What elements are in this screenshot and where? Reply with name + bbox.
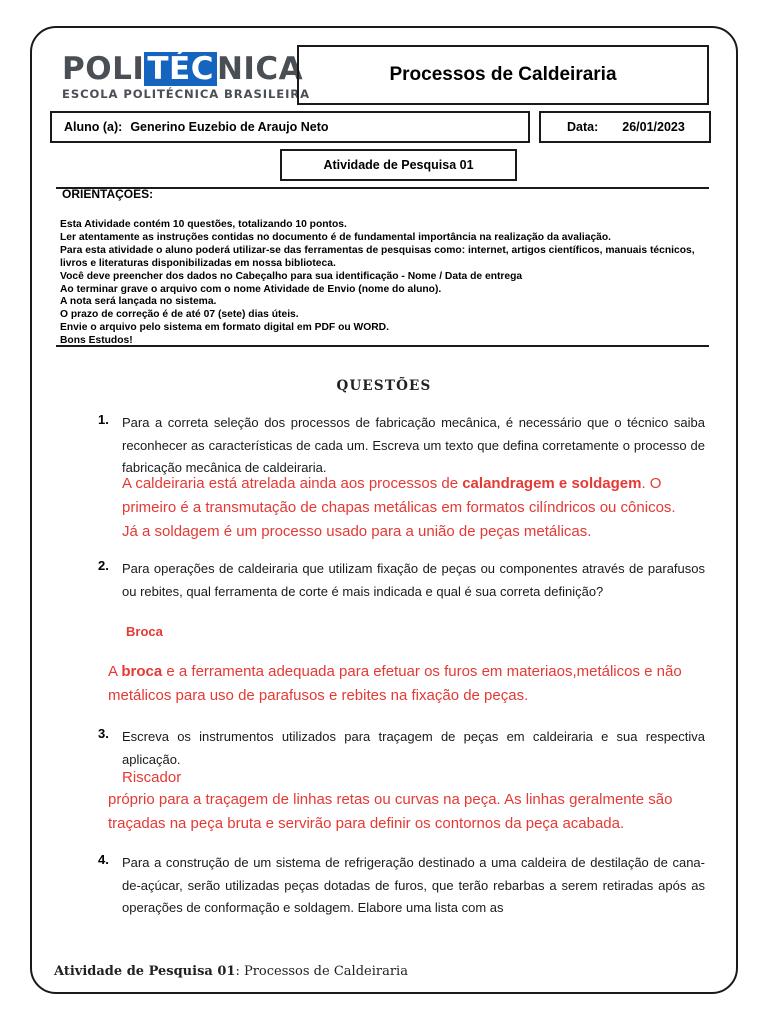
question-4 [98, 852, 705, 920]
answer-2-short: Broca [126, 624, 163, 639]
orientations-list [60, 219, 710, 348]
orientation-line: O prazo de correção é de até 07 (sete) dias úteis. [60, 309, 299, 321]
question-number: 1. [98, 412, 109, 427]
question-1 [98, 412, 705, 480]
question-text: Escreva os instrumentos utilizados para traçagem de peças em caldeiraria e sua respectiva aplicação. [122, 729, 705, 767]
document-title: Processos de Caldeiraria [297, 45, 709, 105]
orientation-line: A nota será lançada no sistema. [60, 296, 217, 308]
student-name: Generino Euzebio de Araujo Neto [130, 120, 329, 134]
date-field [539, 111, 711, 143]
question-3 [98, 726, 705, 771]
orientation-line: Você deve preencher dos dados no Cabeçalho para sua identificação - Nome / Data de entrega [60, 270, 523, 282]
divider-bottom [56, 345, 709, 347]
question-number: 4. [98, 852, 109, 867]
question-text: Para a correta seleção dos processos de fabricação mecânica, é necessário que o técnico saiba reconhecer as características de cada um. Escreva um texto que defina corretamente o processo de fabricação mecânica de caldeiraria. [122, 415, 705, 475]
answer-2: A broca e a ferramenta adequada para efetuar os furos em materiaos,metálicos e não metálicos para uso de parafusos e rebites na fixação de peças. [108, 663, 682, 704]
question-text: Para a construção de um sistema de refrigeração destinado a uma caldeira de destilação de cana-de-açúcar, serão utilizadas peças dotadas de furos, que terão rebarbas a serem retiradas após as operações de conformação e soldagem. Elabore uma lista com as [122, 855, 705, 915]
logo-wordmark: POLITÉCNICA [62, 51, 304, 87]
orientations-title: ORIENTAÇOES: [62, 187, 154, 201]
question-number: 3. [98, 726, 109, 741]
answer-1: A caldeiraria está atrelada ainda aos processos de calandragem e soldagem. O primeiro é a transmutação de chapas metálicas em formatos cilíndricos ou cônicos. Já a soldagem é um processo usado para a união de peças metálicas. [122, 475, 676, 540]
logo-highlight: TÉC [144, 52, 217, 86]
orientation-line: Bons Estudos! [60, 335, 133, 347]
answer-1-highlight: calandragem e soldagem [462, 475, 642, 492]
orientation-line: Envie o arquivo pelo sistema em formato digital em PDF ou WORD. [60, 322, 389, 334]
divider-top [56, 187, 709, 189]
date-label: Data: [567, 120, 599, 134]
orientation-line: Ler atentamente as instruções contidas no documento é de fundamental importância na realização da avaliação. [60, 231, 612, 243]
answer-3: próprio para a traçagem de linhas retas ou curvas na peça. As linhas geralmente são traçadas na peça bruta e servirão para definir os contornos da peça acabada. [108, 791, 673, 832]
answer-3-short: Riscador [122, 769, 182, 786]
question-text: Para operações de caldeiraria que utilizam fixação de peças ou componentes através de parafusos ou rebites, qual ferramenta de corte é mais indicada e qual é sua correta definição? [122, 561, 705, 599]
date-value: 26/01/2023 [622, 120, 685, 134]
orientation-line: Ao terminar grave o arquivo com o nome Atividade de Envio (nome do aluno). [60, 283, 442, 295]
student-label: Aluno (a): [64, 120, 123, 134]
page-footer: Atividade de Pesquisa 01: Processos de Caldeiraria [54, 964, 408, 979]
answer-2-highlight: broca [121, 663, 163, 680]
student-field [50, 111, 530, 143]
orientation-line: Esta Atividade contém 10 questões, totalizando 10 pontos. [60, 219, 347, 230]
orientation-line: livros e literaturas disponibilizadas em nossa biblioteca. [60, 257, 336, 269]
activity-title: Atividade de Pesquisa 01 [280, 149, 517, 181]
logo-subtitle: ESCOLA POLITÉCNICA BRASILEIRA [62, 87, 310, 101]
questions-heading: QUESTÕES [336, 378, 432, 394]
question-2 [98, 558, 705, 603]
orientation-line: Para esta atividade o aluno poderá utilizar-se das ferramentas de pesquisas como: internet, artigos científicos, manuais técnicos, [60, 244, 695, 256]
question-number: 2. [98, 558, 109, 573]
school-logo [62, 51, 310, 101]
